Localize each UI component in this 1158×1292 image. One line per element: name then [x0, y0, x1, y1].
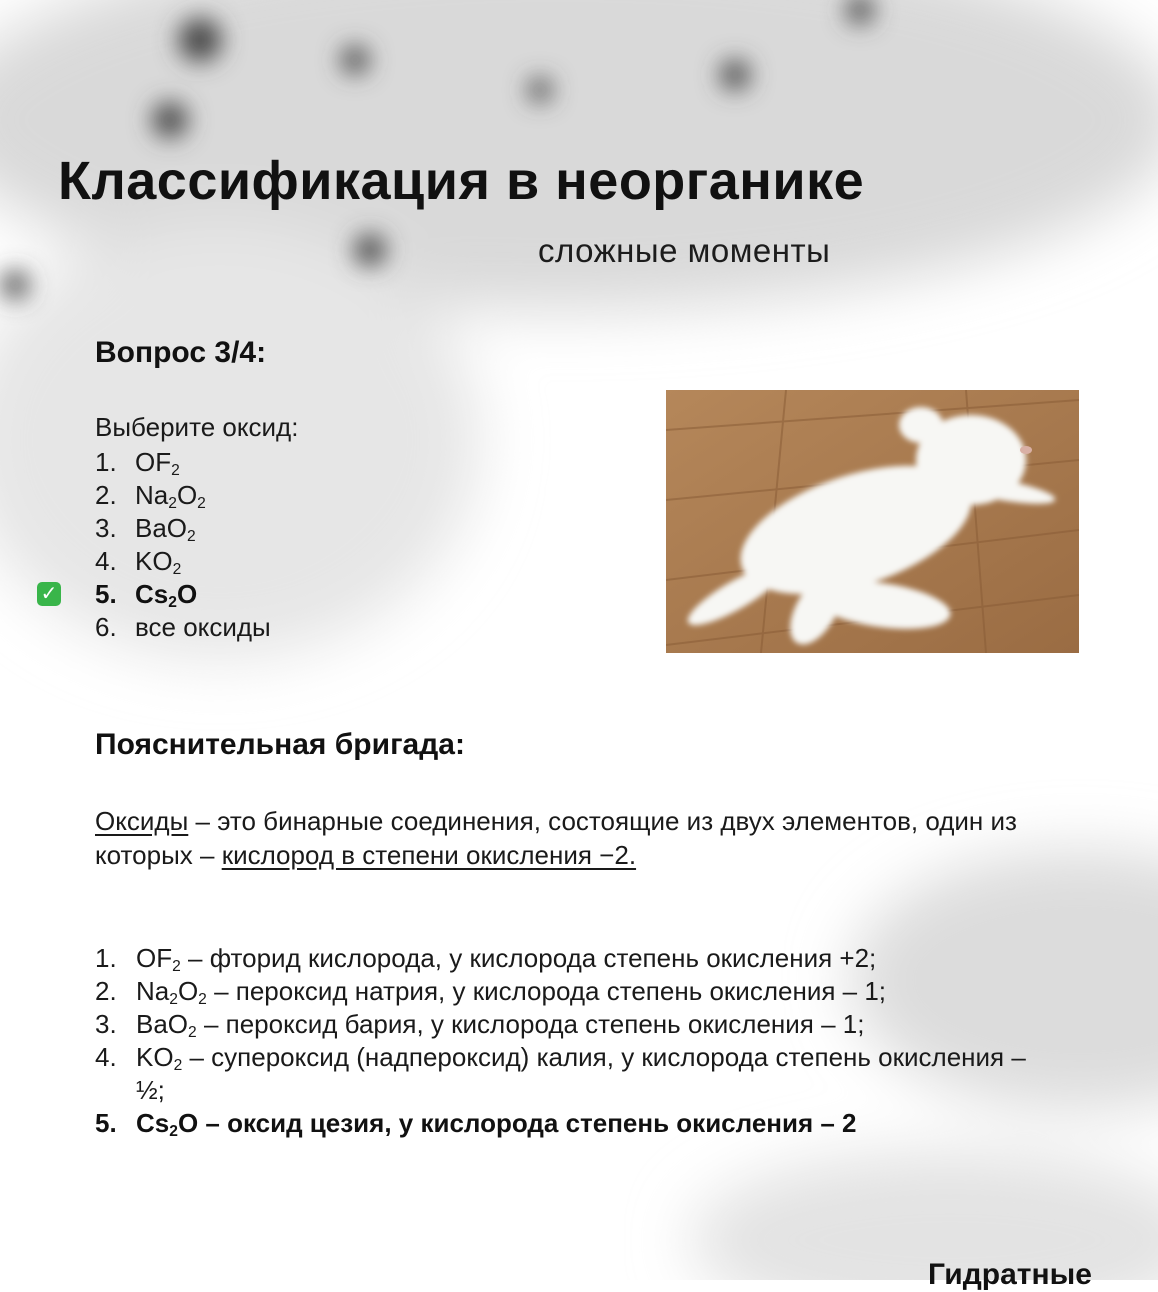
check-mark-icon: ✓: [37, 582, 61, 606]
answer-option-correct[interactable]: ✓ 5. $Cs_2O$: [95, 578, 271, 611]
page-subtitle: сложные моменты: [538, 232, 831, 269]
explanation-item: 1. $OF_2$ – фторид кислорода, у кислорода степень окисления +2;: [95, 943, 877, 975]
explanation-heading: Пояснительная бригада:: [95, 728, 465, 761]
answer-option[interactable]: 4. $KO_2$: [95, 546, 182, 578]
explanation-list: [95, 942, 1055, 1140]
explanation-item: 4. $KO_2$ – супероксид (надпероксид) калия, у кислорода степень окисления – ½;: [95, 1042, 1026, 1105]
next-section-heading-cut: Гидратные: [928, 1258, 1092, 1291]
page-title: Классификация в неорганике: [58, 151, 865, 211]
answer-option[interactable]: 1. $OF_2$: [95, 447, 180, 479]
explanation-item: 3. BaO$_2$ – пероксид бария, у кислорода степень окисления – 1;: [95, 1009, 865, 1041]
question-prompt: Выберите оксид:: [95, 412, 299, 442]
answer-option[interactable]: 6. все оксиды: [95, 612, 271, 642]
question-heading: Вопрос 3/4:: [95, 336, 267, 369]
explanation-item-correct: 5. $Cs_2O$ – оксид цезия, у кислорода степень окисления – 2: [95, 1108, 857, 1140]
cat-photo: [666, 390, 1079, 653]
explanation-item: 2. $Na_2O_2$ – пероксид натрия, у кислорода степень окисления – 1;: [95, 976, 887, 1008]
oxide-definition: Оксиды – это бинарные соединения, состоящие из двух элементов, один из которых – кислород в степени окисления −2.: [95, 806, 1017, 870]
answer-options: [40, 446, 271, 644]
answer-option[interactable]: 2. $Na_2O_2$: [95, 480, 206, 512]
answer-option[interactable]: 3. BaO$_2$: [95, 513, 196, 545]
